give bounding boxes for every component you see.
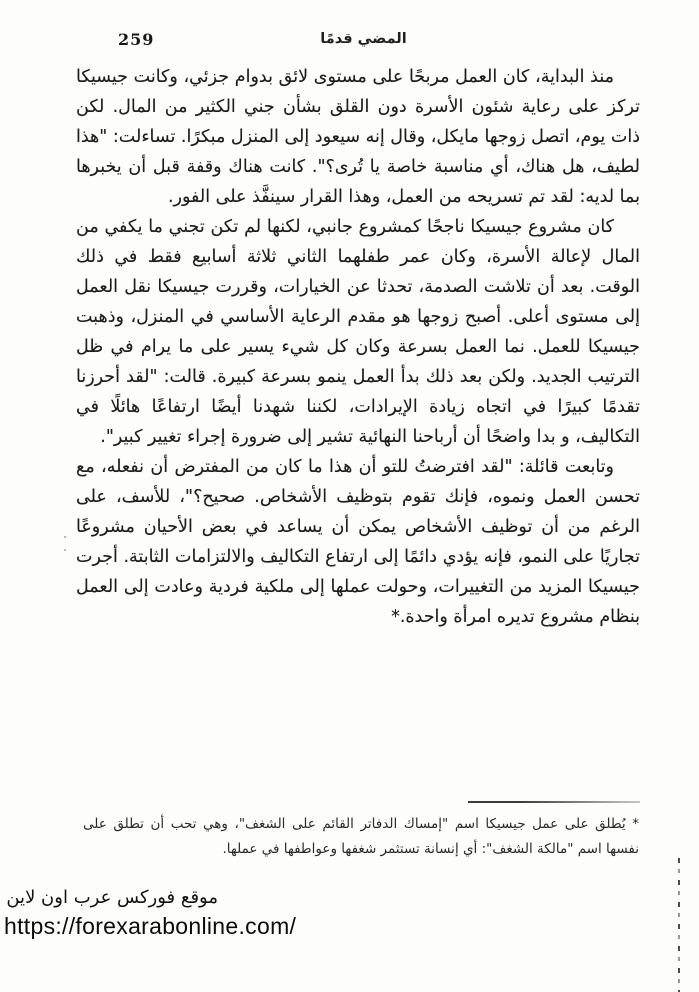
scan-edge-artifact	[678, 858, 680, 992]
body-text	[76, 62, 640, 632]
watermark-url: https://forexarabonline.com/	[4, 913, 297, 939]
paragraph-1: منذ البداية، كان العمل مربحًا على مستوى لائق بدوام جزئي، وكانت جيسيكا تركز على رعاية شئون الأسرة دون القلق بشأن جني الكثير من المال. لكن ذات يوم، اتصل زوجها مايكل، وقال إنه سيعود إلى المنزل مبكرًا. تساءلت: "هذا لطيف، هل هناك، أي مناسبة خاصة يا تُرى؟". كانت هناك وقفة قبل أن يخبرها بما لديه: لقد تم تسريحه من العمل، وهذا القرار سينفَّذ على الفور.	[76, 67, 640, 207]
footnote-text: * يُطلق على عمل جيسيكا اسم "إمساك الدفاتر القائم على الشغف"، وهي تحب أن تطلق على نفسها اسم "مالكة الشغف": أي إنسانة تستثمر شغفها وعواطفها في عملها.	[83, 816, 639, 857]
paragraph-3: وتابعت قائلة: "لقد افترضتُ للتو أن هذا ما كان من المفترض أن نفعله، مع تحسن العمل ونموه، فإنك تقوم بتوظيف الأشخاص. صحيح؟"، للأسف، على الرغم من أن توظيف الأشخاص يمكن أن يساعد في بعض الأحيان مشروعًا تجاريًا على النمو، فإنه يؤدي دائمًا إلى ارتفاع التكاليف والالتزامات الثابتة. أجرت جيسيكا المزيد من التغييرات، وحولت عملها إلى ملكية فردية وعادت إلى العمل بنظام مشروع تديره امرأة واحدة.*	[76, 457, 640, 627]
scan-speck	[64, 549, 66, 551]
scan-speck	[64, 536, 66, 538]
watermark-site-name: موقع فوركس عرب اون لاين	[6, 887, 218, 908]
chapter-title: المضي قدمًا	[320, 31, 407, 47]
footnote-divider-rule	[468, 801, 640, 803]
page-number: 259	[118, 30, 155, 49]
paragraph-2: كان مشروع جيسيكا ناجحًا كمشروع جانبي، لكنها لم تكن تجني ما يكفي من المال لإعالة الأسرة، وكان عمر طفلهما الثاني ثلاثة أسابيع فقط في ذلك الوقت. بعد أن تلاشت الصدمة، تحدثا عن الخيارات، وقررت جيسيكا نقل العمل إلى مستوى أعلى. أصبح زوجها هو مقدم الرعاية الأساسي في المنزل، وذهبت جيسيكا للعمل. نما العمل بسرعة وكان كل شيء يسير على ما يرام في ظل الترتيب الجديد. ولكن بعد ذلك بدأ العمل ينمو بسرعة كبيرة. قالت: "لقد أحرزنا تقدمًا كبيرًا في اتجاه زيادة الإيرادات، لكننا شهدنا أيضًا ارتفاعًا هائلًا في التكاليف، و بدا واضحًا أن أرباحنا النهائية تشير إلى ضرورة إجراء تغيير كبير".	[76, 217, 640, 447]
